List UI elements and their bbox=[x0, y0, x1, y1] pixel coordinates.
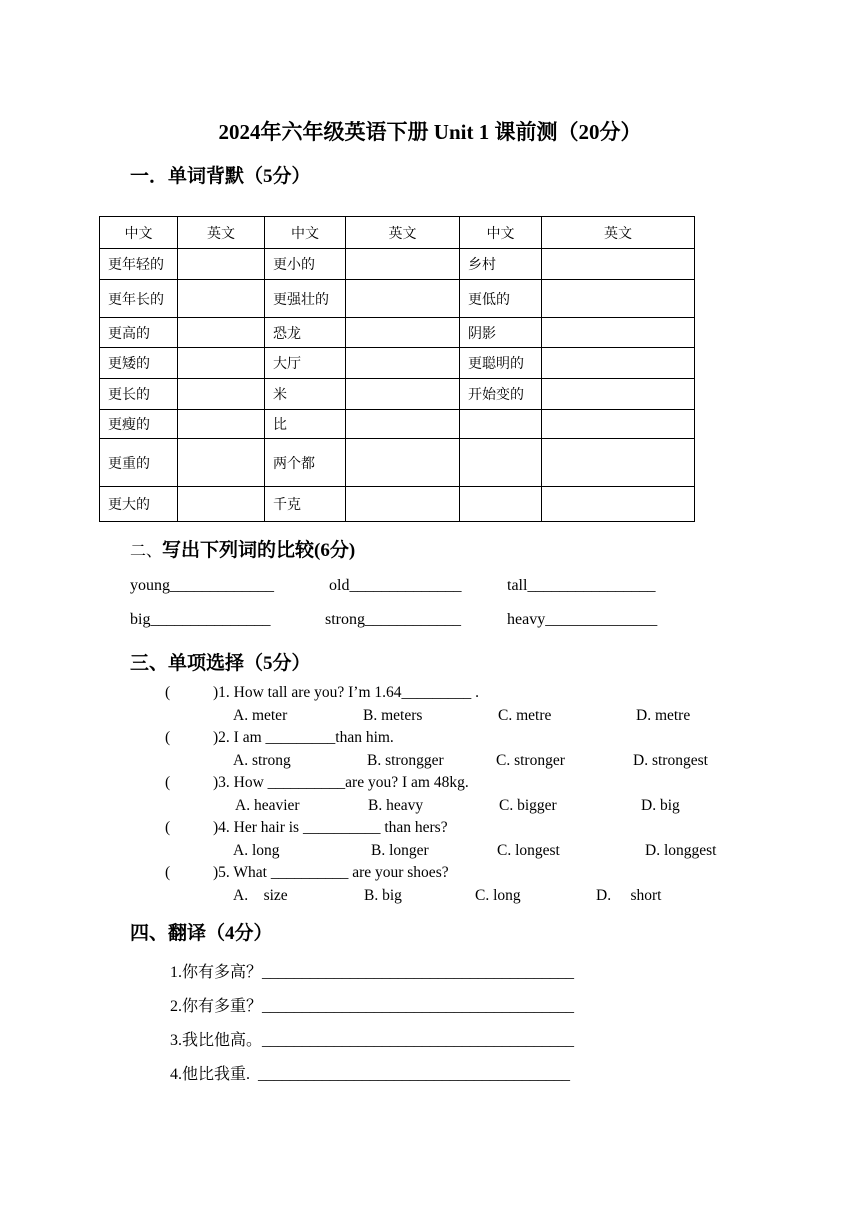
header-chinese: 中文 bbox=[100, 217, 178, 249]
option-c[interactable]: C. stronger bbox=[496, 752, 565, 769]
section2-title: 写出下列词的比较(6分) bbox=[162, 540, 356, 561]
english-blank[interactable] bbox=[542, 249, 695, 280]
table-row bbox=[100, 249, 695, 280]
chinese-word: 更低的 bbox=[460, 280, 542, 318]
translation-item[interactable]: 1.你有多高？_______________________________________ bbox=[170, 964, 575, 981]
chinese-word: 阴影 bbox=[460, 318, 542, 348]
english-blank[interactable] bbox=[542, 348, 695, 379]
section3-heading: 三、单项选择（5分） bbox=[130, 653, 311, 674]
option-a[interactable]: A. heavier bbox=[235, 797, 300, 814]
english-blank[interactable] bbox=[178, 318, 265, 348]
english-blank[interactable] bbox=[178, 348, 265, 379]
translation-item[interactable]: 4.他比我重. _______________________________________ bbox=[170, 1066, 571, 1083]
answer-paren[interactable]: ( bbox=[165, 684, 171, 701]
section2-prefix: 二、 bbox=[130, 543, 163, 560]
option-b[interactable]: B. strongger bbox=[367, 752, 444, 769]
english-blank[interactable] bbox=[346, 348, 460, 379]
chinese-word bbox=[460, 439, 542, 487]
header-chinese: 中文 bbox=[460, 217, 542, 249]
translation-item[interactable]: 2.你有多重？_______________________________________ bbox=[170, 998, 575, 1015]
chinese-word: 更年长的 bbox=[100, 280, 178, 318]
english-blank[interactable] bbox=[346, 410, 460, 439]
chinese-word: 比 bbox=[265, 410, 346, 439]
english-blank[interactable] bbox=[178, 439, 265, 487]
english-blank[interactable] bbox=[346, 318, 460, 348]
english-blank[interactable] bbox=[346, 249, 460, 280]
question-2: )2. I am _________than him. bbox=[213, 729, 394, 746]
table-row bbox=[100, 410, 695, 439]
comparative-item[interactable]: old______________ bbox=[329, 577, 462, 594]
english-blank[interactable] bbox=[542, 280, 695, 318]
chinese-word: 更长的 bbox=[100, 379, 178, 410]
chinese-word: 更强壮的 bbox=[265, 280, 346, 318]
chinese-word: 更重的 bbox=[100, 439, 178, 487]
option-c[interactable]: C. bigger bbox=[499, 797, 557, 814]
table-header-row bbox=[100, 217, 695, 249]
chinese-word: 更小的 bbox=[265, 249, 346, 280]
chinese-word: 恐龙 bbox=[265, 318, 346, 348]
option-b[interactable]: B. big bbox=[364, 887, 402, 904]
comparative-item[interactable]: heavy______________ bbox=[507, 611, 658, 628]
chinese-word: 两个都 bbox=[265, 439, 346, 487]
chinese-word: 更瘦的 bbox=[100, 410, 178, 439]
header-english: 英文 bbox=[178, 217, 265, 249]
chinese-word: 更大的 bbox=[100, 487, 178, 522]
english-blank[interactable] bbox=[542, 318, 695, 348]
option-a[interactable]: A. meter bbox=[233, 707, 288, 724]
chinese-word: 更高的 bbox=[100, 318, 178, 348]
chinese-word bbox=[460, 487, 542, 522]
option-b[interactable]: B. heavy bbox=[368, 797, 424, 814]
chinese-word: 开始变的 bbox=[460, 379, 542, 410]
section2-heading bbox=[130, 535, 355, 562]
english-blank[interactable] bbox=[542, 439, 695, 487]
question-4: )4. Her hair is __________ than hers? bbox=[213, 819, 448, 836]
english-blank[interactable] bbox=[542, 487, 695, 522]
question-3: )3. How __________are you? I am 48kg. bbox=[213, 774, 469, 791]
answer-paren[interactable]: ( bbox=[165, 864, 171, 881]
answer-paren[interactable]: ( bbox=[165, 819, 171, 836]
header-english: 英文 bbox=[346, 217, 460, 249]
comparative-item[interactable]: big_______________ bbox=[130, 611, 271, 628]
english-blank[interactable] bbox=[178, 487, 265, 522]
english-blank[interactable] bbox=[178, 410, 265, 439]
option-a[interactable]: A. long bbox=[233, 842, 280, 859]
chinese-word: 米 bbox=[265, 379, 346, 410]
vocab-table bbox=[99, 216, 695, 522]
table-row bbox=[100, 379, 695, 410]
english-blank[interactable] bbox=[346, 487, 460, 522]
english-blank[interactable] bbox=[542, 379, 695, 410]
chinese-word: 乡村 bbox=[460, 249, 542, 280]
english-blank[interactable] bbox=[178, 249, 265, 280]
option-c[interactable]: C. longest bbox=[497, 842, 560, 859]
english-blank[interactable] bbox=[346, 280, 460, 318]
table-row bbox=[100, 439, 695, 487]
table-row bbox=[100, 487, 695, 522]
question-5: )5. What __________ are your shoes? bbox=[213, 864, 449, 881]
chinese-word: 更矮的 bbox=[100, 348, 178, 379]
english-blank[interactable] bbox=[178, 379, 265, 410]
comparative-item[interactable]: young_____________ bbox=[130, 577, 274, 594]
option-d[interactable]: D. strongest bbox=[633, 752, 708, 769]
page-title: 2024年六年级英语下册 Unit 1 课前测（20分） bbox=[218, 120, 642, 144]
option-d[interactable]: D. metre bbox=[636, 707, 691, 724]
chinese-word: 千克 bbox=[265, 487, 346, 522]
table-row bbox=[100, 348, 695, 379]
option-b[interactable]: B. meters bbox=[363, 707, 423, 724]
table-row bbox=[100, 318, 695, 348]
option-d[interactable]: D. longgest bbox=[645, 842, 717, 859]
chinese-word: 大厅 bbox=[265, 348, 346, 379]
table-row bbox=[100, 280, 695, 318]
english-blank[interactable] bbox=[178, 280, 265, 318]
english-blank[interactable] bbox=[542, 410, 695, 439]
option-d[interactable]: D. big bbox=[641, 797, 680, 814]
option-d[interactable]: D. short bbox=[596, 887, 662, 904]
option-a[interactable]: A. size bbox=[233, 887, 288, 904]
option-c[interactable]: C. metre bbox=[498, 707, 552, 724]
comparative-item[interactable]: strong____________ bbox=[325, 611, 461, 628]
answer-paren[interactable]: ( bbox=[165, 729, 171, 746]
section4-heading: 四、翻译（4分） bbox=[130, 923, 273, 944]
question-1: )1. How tall are you? I’m 1.64_________ . bbox=[213, 684, 480, 701]
option-c[interactable]: C. long bbox=[475, 887, 521, 904]
answer-paren[interactable]: ( bbox=[165, 774, 171, 791]
english-blank[interactable] bbox=[346, 439, 460, 487]
chinese-word: 更年轻的 bbox=[100, 249, 178, 280]
header-chinese: 中文 bbox=[265, 217, 346, 249]
section1-heading: 一．单词背默（5分） bbox=[130, 166, 311, 187]
option-a[interactable]: A. strong bbox=[233, 752, 291, 769]
chinese-word: 更聪明的 bbox=[460, 348, 542, 379]
translation-item[interactable]: 3.我比他高。_______________________________________ bbox=[170, 1032, 575, 1049]
chinese-word bbox=[460, 410, 542, 439]
header-english: 英文 bbox=[542, 217, 695, 249]
english-blank[interactable] bbox=[346, 379, 460, 410]
comparative-item[interactable]: tall________________ bbox=[507, 577, 656, 594]
option-b[interactable]: B. longer bbox=[371, 842, 429, 859]
